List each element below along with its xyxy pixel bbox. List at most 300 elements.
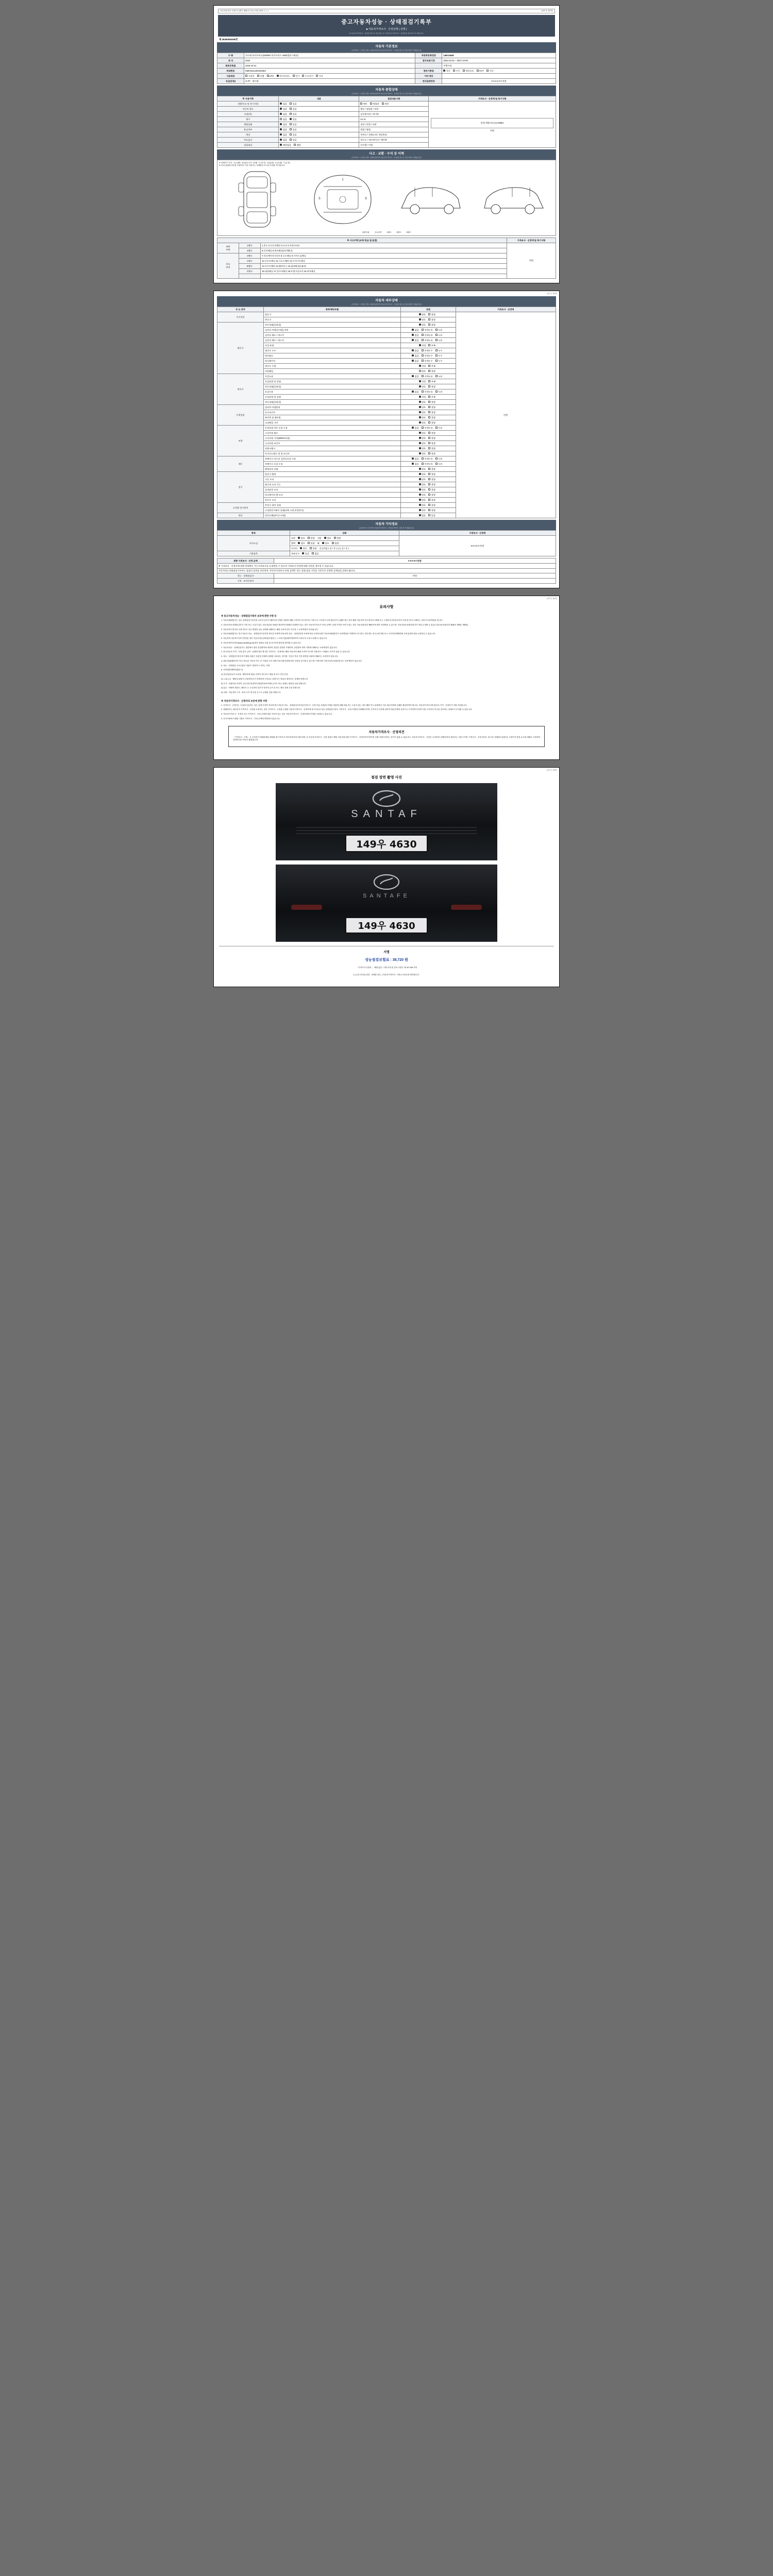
status-options xyxy=(401,353,456,359)
cell-label: 자동차등록번호 xyxy=(415,53,442,58)
option-slight[interactable]: 미세누유 xyxy=(422,329,433,332)
item-label: 오일유량 및 상태 xyxy=(264,379,401,384)
etc-inner-label: 내장 xyxy=(317,536,322,539)
option-bad[interactable]: 불량 xyxy=(428,499,435,502)
table-row xyxy=(217,579,556,584)
option-gasoline[interactable]: 가솔린 xyxy=(245,75,255,78)
option-bad[interactable]: 불량 xyxy=(428,385,435,388)
status-options xyxy=(401,456,456,462)
option-bad[interactable]: 불량 xyxy=(428,406,435,409)
item-label: 충전구 절연 상태 xyxy=(264,503,401,508)
notice-item: 2. 매매업자는 매수인이 가격조사 · 산정을 요청하는 경우 가격조사 · 산정을 수행한 자동차가격조사 · 산정자에 중고자동차 성능·상태점검기록부 가격조사 · 산정 사항에 기재해야 하며, 가격조사·산정에 관하여 매수인에게 서면으로 고지하여야 하며 이를 고지하지 아니한 경우에는 과태료가 부과될 수 있습니다. xyxy=(221,708,473,711)
item-label: 타이로드엔드 및 볼 조인트 xyxy=(264,451,401,456)
option-ok[interactable]: 적정 xyxy=(419,365,426,368)
option-leak[interactable]: 누수 xyxy=(435,349,443,352)
license-plate-rear: 149우 4630 xyxy=(345,917,428,934)
option-yes[interactable]: 있음 xyxy=(428,514,435,517)
table-row xyxy=(217,248,556,253)
option-yes[interactable]: 있음 xyxy=(290,103,297,106)
cell-label: 사용연료 xyxy=(217,74,244,79)
row-detail: 실주행거리 / 계기판 xyxy=(359,112,429,117)
svg-text:5: 5 xyxy=(318,197,321,201)
table-row xyxy=(217,253,556,259)
item-label: 클러치 어셈블리 xyxy=(264,405,401,410)
page-4 xyxy=(213,767,560,987)
option-yes[interactable]: 있음 xyxy=(290,133,297,137)
row-detail xyxy=(359,101,429,107)
section-total-title: 자동차 종합상태 xyxy=(375,88,398,92)
option-bad[interactable]: 불량 xyxy=(428,432,435,435)
option-slight[interactable]: 미세누수 xyxy=(422,349,433,352)
option-yes[interactable]: 있음 xyxy=(290,108,297,111)
option-yes[interactable]: 있음 xyxy=(290,113,297,116)
option-none[interactable]: 없음 xyxy=(412,334,419,337)
notice-item: 5) 교환 : 자동차의 구조 · 장치 등이 새 부품 등으로 교체된 것을 말합니다. xyxy=(221,691,281,693)
option-leak[interactable]: 누유 xyxy=(435,427,443,430)
option-good[interactable]: 양호 xyxy=(300,547,307,550)
price-cell: 만원 xyxy=(507,243,556,279)
table-row xyxy=(217,536,556,541)
option-none[interactable]: 없음 xyxy=(419,514,426,517)
notice-item: 4. 특기사항에 기재된 사항은 가격조사 · 산정 금액에 반영되어 있습니다. xyxy=(221,717,280,720)
option-good[interactable]: 양호 xyxy=(419,406,426,409)
row-options xyxy=(279,122,359,127)
option-good-2[interactable]: 양호 xyxy=(322,542,329,545)
option-good[interactable]: 양호 xyxy=(419,488,426,492)
option-good[interactable]: 양호 xyxy=(419,401,426,404)
parts-list: 1.후드 2.프론트휀더 3.도어 4.트렁크리드 xyxy=(261,243,507,248)
item-label: 브레이크 마스터 실린더오일 누유 xyxy=(264,456,401,462)
col-item: 항목 xyxy=(217,531,290,536)
option-bad[interactable]: 불량 xyxy=(428,478,435,481)
option-leak[interactable]: 누수 xyxy=(435,354,443,358)
diagram-note-1: ※ 상태표시 부호 : X (교환) · W (판금 또는 용접) · C (부식) · A (흠집) · U (요철) · T (손상) xyxy=(219,162,290,164)
row-status xyxy=(290,541,399,546)
notice-item: 5. 자동차의 성능에 이상이 발견된 경우 자동차성능상태점검자(또는 그 보증기관)에게 연락하여 보증수리 등을 요청할 수 있습니다. xyxy=(221,637,328,640)
car-front-view-icon xyxy=(226,168,288,230)
option-bad[interactable]: 불량 xyxy=(428,473,435,476)
option-none[interactable]: 없음 xyxy=(412,463,419,466)
page-3 xyxy=(213,596,560,760)
option-bad[interactable]: 불량 xyxy=(428,488,435,492)
row-status xyxy=(290,536,399,541)
table-row xyxy=(217,274,556,279)
rank-label: B랭크 xyxy=(239,264,261,269)
option-none[interactable]: 없음 xyxy=(412,329,419,332)
option-none[interactable]: 없음 xyxy=(312,552,319,555)
table-row xyxy=(217,74,556,79)
item-label: 냉각수 수량 xyxy=(264,364,401,369)
option-none[interactable]: 없음 xyxy=(412,360,419,363)
cell-label: 수 량 xyxy=(217,53,244,58)
status-options xyxy=(401,338,456,343)
status-options xyxy=(401,431,456,436)
option-good[interactable]: 양호 xyxy=(419,318,426,321)
option-good[interactable]: 양호 xyxy=(419,385,426,388)
option-bad[interactable]: 불량 xyxy=(428,509,435,512)
option-bad-2[interactable]: 불량 xyxy=(332,542,339,545)
option-bad-2[interactable]: 불량 xyxy=(334,537,341,540)
item-label: 스티어링 기어(MDPS포함) xyxy=(264,436,401,441)
basic-info-table xyxy=(217,53,556,84)
option-have[interactable]: 있음 xyxy=(302,552,309,555)
option-low[interactable]: 부족 xyxy=(428,396,435,399)
option-yes[interactable]: 있음 xyxy=(290,139,297,142)
option-yes[interactable]: 있음 xyxy=(290,123,297,126)
option-none[interactable]: 없음 xyxy=(280,108,287,111)
option-leak[interactable]: 누유 xyxy=(435,329,443,332)
cell-value: G-PT · 배기량 xyxy=(244,79,415,84)
status-options xyxy=(401,333,456,338)
odometer-box xyxy=(431,118,553,128)
col-detail: 점검내용사항 xyxy=(359,96,429,101)
option-none[interactable]: 없음 xyxy=(280,113,287,116)
notice-head-1: ※ 중고자동차성능 · 상태점검기록부 보증에 관한 사항 등 xyxy=(221,615,277,618)
option-cvt[interactable]: CVT xyxy=(477,70,484,72)
price-cell: 0 0 0 0 0 만원 xyxy=(399,536,556,556)
option-leak[interactable]: 누유 xyxy=(435,463,443,466)
document-subtitle: ■ 자동차가격조사 · 산정선택 ( 선택 ) xyxy=(366,28,407,31)
item-label: 커먼레일 xyxy=(264,369,401,374)
status-options xyxy=(401,436,456,441)
status-options xyxy=(401,384,456,389)
status-options xyxy=(401,374,456,379)
option-slight[interactable]: 미세누유 xyxy=(422,391,433,394)
option-none[interactable]: 없음 xyxy=(412,457,419,461)
table-row xyxy=(217,269,556,274)
option-rent[interactable]: 렌트 xyxy=(360,103,367,106)
row-label: 색상 xyxy=(217,132,279,138)
option-hydrogen[interactable]: 수소전기 xyxy=(302,75,313,78)
option-slight[interactable]: 미세누유 xyxy=(422,375,433,378)
status-options xyxy=(401,369,456,374)
section-accident-header xyxy=(217,149,556,160)
item-label: 파워크랭크 xyxy=(264,446,401,451)
option-gov[interactable]: 관용 xyxy=(382,103,389,106)
cell-value: KMHS51LDRU00364 xyxy=(244,69,415,74)
option-hybrid[interactable]: 하이브리드 xyxy=(277,75,290,78)
option-low[interactable]: 부족 xyxy=(428,344,435,347)
option-leak[interactable]: 누유 xyxy=(435,339,443,342)
price-cell: 만원 xyxy=(456,312,556,518)
option-none[interactable]: 해당없음 xyxy=(280,144,291,147)
option-good[interactable]: 양호 xyxy=(419,370,426,373)
option-bad[interactable]: 불량 xyxy=(428,401,435,404)
seal-value-1: 만원 xyxy=(274,573,556,579)
option-good[interactable]: 양호 xyxy=(419,437,426,440)
option-none[interactable]: 없음 xyxy=(280,133,287,137)
status-options xyxy=(401,503,456,508)
cell-value: 2024 xyxy=(244,58,415,63)
row-label: 제시 xyxy=(217,117,279,122)
status-options xyxy=(401,415,456,420)
item-label: 오일누유 xyxy=(264,389,401,395)
option-slight[interactable]: 미세누유 xyxy=(422,339,433,342)
legend-item: 1랭크 xyxy=(386,231,392,234)
option-bad[interactable]: 불량 xyxy=(428,416,435,419)
option-low[interactable]: 부족 xyxy=(428,365,435,368)
form-meta xyxy=(218,9,555,13)
option-manual[interactable]: 수동 xyxy=(453,70,460,73)
page-mark: (3쪽 중 제3쪽) xyxy=(547,769,557,772)
status-options xyxy=(401,467,456,472)
option-ok[interactable]: 적정 xyxy=(419,344,426,347)
svg-text:1: 1 xyxy=(341,178,344,182)
notice-item: 5. 성능 · 상태점검 국토교통부 장관이 정하여 고시하는 사항 xyxy=(221,664,270,667)
seal-label-2: 가격 · 조사산정자 xyxy=(217,579,274,584)
col-price: 가격조사 · 산정액 xyxy=(456,307,556,312)
option-diesel[interactable]: 디젤 xyxy=(257,75,264,78)
option-bad[interactable]: 불량 xyxy=(308,537,315,540)
item-label: 와이퍼 모터 기능 xyxy=(264,482,401,487)
option-none[interactable]: 없음 xyxy=(280,128,287,131)
final-price-table xyxy=(217,558,556,584)
final-price-note: ※ 가격조사 · 산정자에 상황·현물확인 가능가격조사를 요청받을 수 있으며 가격조사·산정에 대한 의견을 제시할 수 있습니다. xyxy=(217,564,556,568)
option-good[interactable]: 양호 xyxy=(419,494,426,497)
option-bad[interactable]: 불량 xyxy=(428,452,435,455)
status-options xyxy=(401,477,456,482)
rank-label: 1랭크 xyxy=(239,243,261,248)
price-cell xyxy=(429,101,556,148)
etc-wheel-label: 휠 xyxy=(317,541,320,545)
group-label: 제동 xyxy=(217,456,264,472)
status-options xyxy=(401,498,456,503)
table-row xyxy=(217,568,556,573)
option-good[interactable]: 양호 xyxy=(419,509,426,512)
option-good[interactable]: 양호 xyxy=(419,468,426,471)
option-none[interactable]: 없음 xyxy=(412,427,419,430)
table-row xyxy=(217,264,556,269)
option-good[interactable]: 양호 xyxy=(419,499,426,502)
group-outer: 외판 부위 xyxy=(217,243,239,253)
option-slight[interactable]: 미세누수 xyxy=(422,360,433,363)
status-options xyxy=(401,513,456,518)
option-slight[interactable]: 미세누유 xyxy=(422,463,433,466)
etc-tire-label: 타이어 xyxy=(291,547,298,550)
detail-state-table xyxy=(217,307,556,518)
option-leak[interactable]: 누수 xyxy=(435,360,443,363)
item-label: 원동기 xyxy=(264,312,401,317)
option-none[interactable]: 없음 xyxy=(412,391,419,394)
damage-diagram xyxy=(217,160,556,236)
cell-value xyxy=(442,74,556,79)
option-good[interactable]: 양호 xyxy=(419,473,426,476)
item-label: 발전기 출력 xyxy=(264,472,401,477)
option-none[interactable]: 없음 xyxy=(412,375,419,378)
option-leak[interactable]: 누유 xyxy=(435,457,443,461)
option-none[interactable]: 없음 xyxy=(412,354,419,358)
cell-label xyxy=(415,63,442,69)
option-ev[interactable]: 전기 xyxy=(293,75,300,78)
cell-value: 149우4630 xyxy=(442,53,556,58)
option-good[interactable]: 양호 xyxy=(419,421,426,425)
col-usage: ※ 사용이력 xyxy=(217,96,279,101)
group-label: 자기진단 xyxy=(217,312,264,323)
option-bad[interactable]: 불량 xyxy=(428,421,435,425)
notice-item: 1. 자동차매매업자는 성능·상태점검기록부를 교부한 날부터 제5조에 기재한 내용에 대해 고지하지 아니하거나 거짓으로 고지함으로써 매수인이 손해를 입은 경우 해당 자동차의 인도일부터 2개월 또는 주행거리 2만킬로미터 이내 중 먼저 도래하는 것까지 보증책임을 집니다. xyxy=(221,619,443,622)
option-bad[interactable]: 불량 xyxy=(428,313,435,316)
item-label: 라디에이터 xyxy=(264,359,401,364)
row-label: 비용(주) xyxy=(217,112,279,117)
option-bad[interactable]: 불량 xyxy=(428,442,435,445)
option-good[interactable]: 양호 xyxy=(419,411,426,414)
section-etc-sub: (※ 항목은 부가적인 자동차가격조사 · 산정을 받아도 경우에 기재됩니다) xyxy=(359,527,414,530)
option-lpg[interactable]: LPG xyxy=(267,75,274,77)
legend-item: 3랭크 xyxy=(406,231,411,234)
option-other[interactable]: 기타 xyxy=(486,70,494,73)
option-slight[interactable]: 미세누유 xyxy=(422,334,433,337)
option-good[interactable]: 양호 xyxy=(419,442,426,445)
page-title: 중고자동차성능 · 상태점검기록부 xyxy=(341,19,432,25)
col-status: 상태 xyxy=(290,531,399,536)
option-bad[interactable]: 불량 xyxy=(310,547,317,550)
accident-parts-table xyxy=(217,238,556,279)
option-ok[interactable]: 적정 xyxy=(419,380,426,383)
row-label: 사이드실 xyxy=(217,536,290,551)
option-auto[interactable]: 자동 xyxy=(443,70,450,73)
seal-value-2 xyxy=(274,579,556,584)
status-options xyxy=(401,343,456,348)
option-bad[interactable]: 불량 xyxy=(428,318,435,321)
option-bad[interactable]: 불량 xyxy=(428,324,435,327)
option-leak[interactable]: 누유 xyxy=(435,391,443,394)
option-good[interactable]: 양호 xyxy=(419,416,426,419)
fuel-options xyxy=(244,74,415,79)
item-label: 스티어링 조인트 xyxy=(264,441,401,446)
option-good-2[interactable]: 양호 xyxy=(324,537,331,540)
option-bad[interactable]: 불량 xyxy=(428,437,435,440)
notice-item: 2. 중고자동차 가격 · 산정 통지 금액 · 실제액 결과 제시된 가격조사 · 산정액은 해당 자동차의 매매 가격이 아니며 거래 당시 시세와는 차이가 있을 수 있습니다. xyxy=(221,651,350,653)
option-none[interactable]: 없음 xyxy=(280,103,287,106)
option-low[interactable]: 부족 xyxy=(428,380,435,383)
option-leak[interactable]: 누유 xyxy=(435,375,443,378)
status-options xyxy=(401,389,456,395)
option-yes[interactable]: 있음 xyxy=(290,118,297,121)
table-row xyxy=(217,69,556,74)
option-bad[interactable]: 불량 xyxy=(428,483,435,486)
option-good[interactable]: 양호 xyxy=(419,313,426,316)
status-options xyxy=(401,451,456,456)
car-side-left-icon xyxy=(397,176,464,223)
option-bad[interactable]: 불량 xyxy=(428,370,435,373)
option-fuel-other[interactable]: 기타 xyxy=(316,75,323,78)
option-slight[interactable]: 미세누수 xyxy=(422,354,433,358)
notice-item: 3. 자동차가격조사 · 산정자 등은 가격조사 · 산정 금액에 대한 이의가 있는 경우 자동차가격조사 · 산정자에게 이의를 신청할 수 있습니다. xyxy=(221,713,333,716)
option-leak[interactable]: 누유 xyxy=(435,334,443,337)
option-good[interactable]: 양호 xyxy=(419,432,426,435)
option-biz[interactable]: 영업용 xyxy=(370,103,379,106)
option-slight[interactable]: 미세누유 xyxy=(422,427,433,430)
status-options xyxy=(401,359,456,364)
option-none[interactable]: 없음 xyxy=(412,339,419,342)
parts-list: 7.라디에이터서포트 8.루프패널 9.사이드실패널 xyxy=(261,253,507,259)
item-label: 실내송풍 모터 xyxy=(264,487,401,493)
option-bad[interactable]: 불량 xyxy=(428,468,435,471)
section-total-sub: (가격조사 · 산정은 별도 선택사항이며 자동차가격조사 · 산정을 받으신 경우에만 기재됩니다) xyxy=(351,93,422,95)
option-ok[interactable]: 적정 xyxy=(419,396,426,399)
notice-item: 7. 자동차성능 · 상태점검자는 법령에서 정한 점검항목에 대하여 점검한 결과를 기재하며, 점검항목 외의 사항에 대해서는 보증책임이 없습니다. xyxy=(221,646,338,649)
row-label: 자동차 용도 xyxy=(217,107,279,112)
row-detail: cm % xyxy=(359,117,429,122)
etc-polish-label: 광택 xyxy=(291,541,296,545)
option-good[interactable]: 양호 xyxy=(419,452,426,455)
row-options xyxy=(279,127,359,132)
notice-item: 4. 자동차매매업자는 중고자동차 성능 · 상태점검기록부를 제시한 자에게 자동차의 성능 · 상태점검의 보증에 따른 보증에 관한 자동차매매업자가 보증책임을 이행하지 아니하는 경우에는 한국소비자원 또는 소비자단체협의회 등에 분쟁조정을 신청하실 수 있습니다. xyxy=(221,633,436,635)
item-label: 실린더 헤드 / 개스킷 xyxy=(264,338,401,343)
option-none[interactable]: 없음 xyxy=(280,118,287,121)
row-status xyxy=(290,551,399,556)
row-options xyxy=(279,101,359,107)
footnote-1: 「 가격조사·산정자 」 해당 없음. / 세부요청 및 문의 사항은 제 147-094 까지 xyxy=(356,967,417,969)
status-options xyxy=(401,317,456,323)
notice-title: 유의사항 xyxy=(379,605,394,609)
price-value: 만원 xyxy=(490,129,495,132)
option-good[interactable]: 양호 xyxy=(419,447,426,450)
option-yes[interactable]: 해당 xyxy=(294,144,301,147)
col-price: 가격조사 · 산정액 xyxy=(399,531,556,536)
option-none[interactable]: 없음 xyxy=(280,123,287,126)
notice-item: 4) 흠수 : 차량의 외관도, 페인트 등 주요장치 일부가 벗겨져 금이 간 또는 깨진 상태 등을 말합니다. xyxy=(221,687,301,689)
inspection-fee-label: 성능점검보험료 : xyxy=(365,958,392,962)
document-pages xyxy=(0,0,773,997)
notice-item: 3. 성능 · 상태점검기록부에 기재된 내용은 점검일 현재의 상태를 나타내는 것이며, 기록부 작성 이후 변경된 내용에 대해서는 보증하지 않습니다. xyxy=(221,655,339,658)
option-good[interactable]: 양호 xyxy=(419,324,426,327)
status-options xyxy=(401,420,456,426)
etc-outer-label: 외장 xyxy=(291,536,296,539)
option-good[interactable]: 양호 xyxy=(298,537,305,540)
status-options xyxy=(401,508,456,513)
group-label: 변속기 xyxy=(217,374,264,405)
cell-label: 연식일련번호 xyxy=(415,79,442,84)
col-price: 가격조사 · 산정액 및 특기사항 xyxy=(507,238,556,243)
option-good[interactable]: 양호 xyxy=(298,542,305,545)
option-yes[interactable]: 있음 xyxy=(290,128,297,131)
option-bad[interactable]: 불량 xyxy=(428,411,435,414)
option-semiauto[interactable]: 세미오토 xyxy=(463,70,474,73)
table-row xyxy=(217,63,556,69)
item-label: 라디에이터 팬 모터 xyxy=(264,493,401,498)
option-bad[interactable]: 불량 xyxy=(428,504,435,507)
cell-label: 차대번호 xyxy=(217,69,244,74)
rank-label: 2랭크 xyxy=(239,248,261,253)
panel-title: ※ 사고이력 (교차/ 판금 및 용접) xyxy=(217,238,507,243)
option-bad[interactable]: 불량 xyxy=(308,542,315,545)
option-slight[interactable]: 미세누유 xyxy=(422,457,433,461)
row-label: 튜닝여부 xyxy=(217,127,279,132)
row-label: 전환/사고 및 특기사항 xyxy=(217,101,279,107)
table-header-row xyxy=(217,307,556,312)
notice-subhead-2: 6. 보증법률 BEST(없음시) xyxy=(221,669,243,671)
option-good[interactable]: 양호 xyxy=(419,478,426,481)
item-label: 오일누유 xyxy=(264,374,401,379)
option-none[interactable]: 없음 xyxy=(412,349,419,352)
section-etc-header xyxy=(217,520,556,530)
item-label: 추진축 및 베어링 xyxy=(264,415,401,420)
option-good[interactable]: 양호 xyxy=(419,504,426,507)
parts-list: 5.로커패널 6.쿼터패널(리어휀더) xyxy=(261,248,507,253)
cell-value: 0 0 0 0 0 0 만원 xyxy=(442,79,556,84)
table-row xyxy=(217,573,556,579)
status-options xyxy=(401,405,456,410)
section-accident-title: 사고 · 교환 · 수리 등 이력 xyxy=(368,152,405,156)
option-none[interactable]: 없음 xyxy=(280,139,287,142)
option-good[interactable]: 양호 xyxy=(419,483,426,486)
group-label: 동력전달 xyxy=(217,405,264,426)
option-bad[interactable]: 불량 xyxy=(428,494,435,497)
item-label: 작동상태(공회전) xyxy=(264,323,401,328)
option-bad[interactable]: 불량 xyxy=(428,447,435,450)
section-basic-title: 자동차 기본정보 xyxy=(375,45,398,48)
